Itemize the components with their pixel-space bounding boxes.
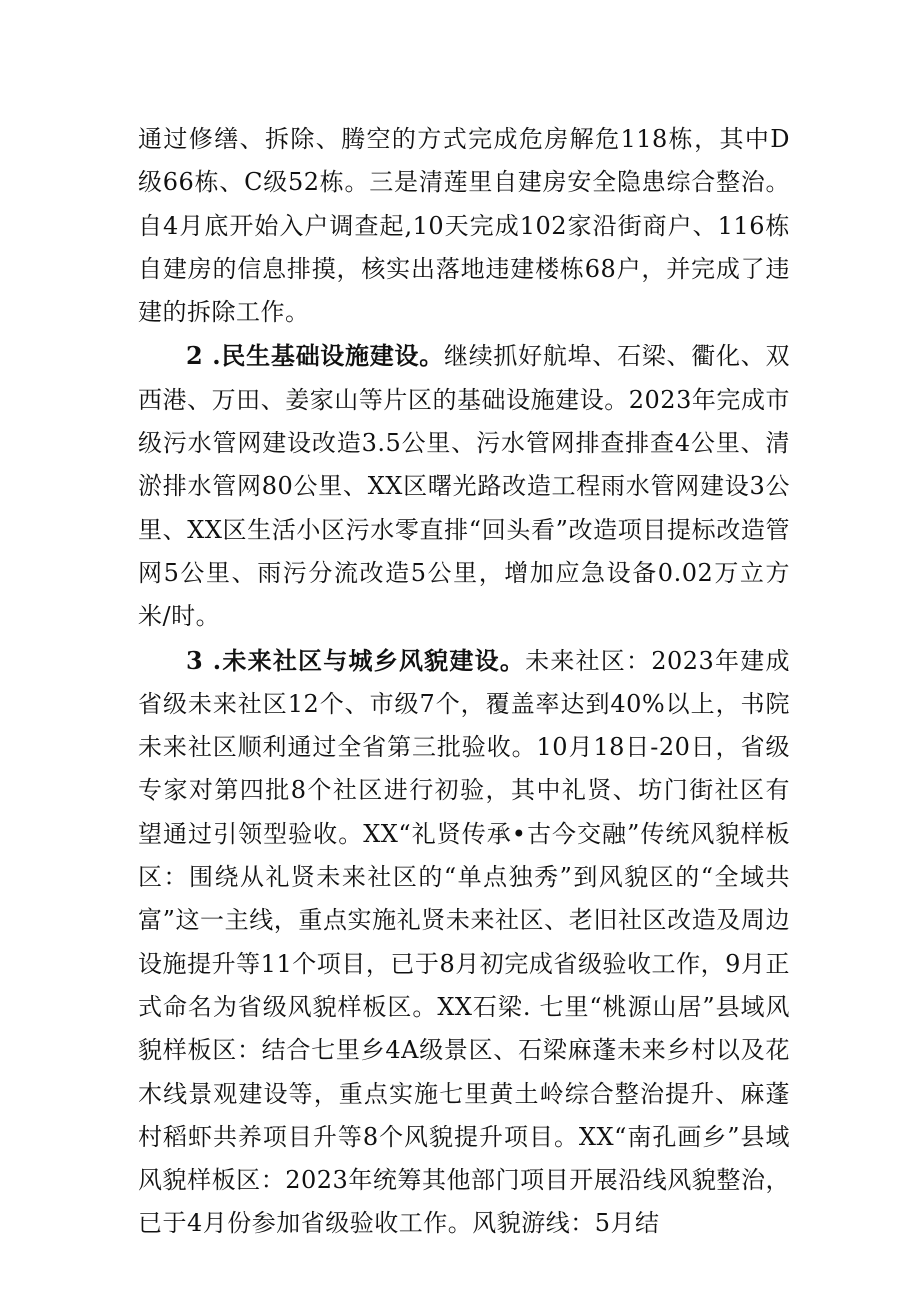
- document-body: [138, 118, 790, 1246]
- paragraph-text: 未来社区：2023年建成省级未来社区12个、市级7个，覆盖率达到40%以上，书院未来社区顺利通过全省第三批验收。10月18日-20日，省级专家对第四批8个社区进行初验，其中礼贤、坊门街社区有望通过引领型验收。XX“礼贤传承•古今交融”传统风貌样板区：围绕从礼贤未来社区的“单点独秀”到风貌区的“全域共富”这一主线，重点实施礼贤未来社区、老旧社区改造及周边设施提升等11个项目，已于8月初完成省级验收工作，9月正式命名为省级风貌样板区。XX石梁. 七里“桃源山居”县域风貌样板区：结合七里乡4A级景区、石梁麻蓬未来乡村以及花木线景观建设等，重点实施七里黄土岭综合整治提升、麻蓬村稻虾共养项目升等8个风貌提升项目。XX“南孔画乡”县域风貌样板区：2023年统筹其他部门项目开展沿线风貌整治，已于4月份参加省级验收工作。风貌游线：5月结: [138, 646, 790, 1238]
- paragraph-text: 通过修缮、拆除、腾空的方式完成危房解危118栋，其中D级66栋、C级52栋。三是清莲里自建房安全隐患综合整治。自4月底开始入户调查起,10天完成102家沿街商户、116栋自建房的信息排摸，核实出落地违建楼栋68户，并完成了违建的拆除工作。: [138, 125, 790, 327]
- paragraph-continued: [138, 118, 790, 334]
- paragraph-text: 继续抓好航埠、石梁、衢化、双西港、万田、姜家山等片区的基础设施建设。2023年完成市级污水管网建设改造3.5公里、污水管网排查排查4公里、清淤排水管网80公里、XX区曙光路改造工程雨水管网建设3公里、XX区生活小区污水零直排“回头看”改造项目提标改造管网5公里、雨污分流改造5公里，增加应急设备0.02万立方米/时。: [138, 342, 790, 631]
- section-heading: 2 .民生基础设施建设。: [186, 341, 444, 371]
- paragraph-future-community: [138, 639, 790, 1246]
- section-heading: 3 .未来社区与城乡风貌建设。: [186, 645, 526, 675]
- paragraph-infrastructure: [138, 334, 790, 638]
